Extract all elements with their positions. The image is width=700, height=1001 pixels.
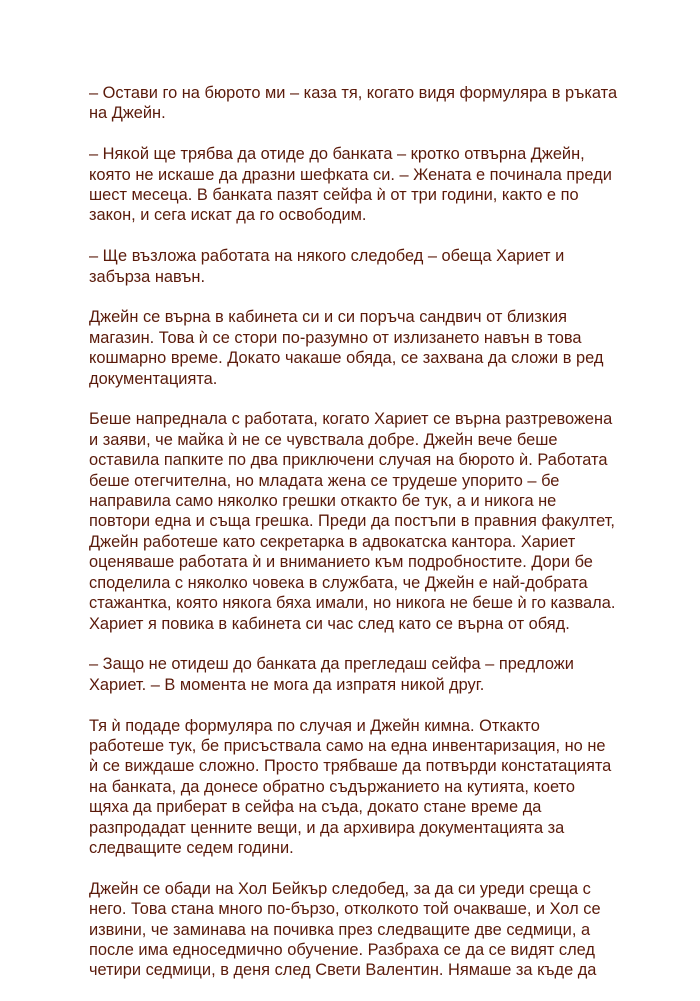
text-line: беше отегчителна, но младата жена се трудеше упорито – бе xyxy=(89,471,560,490)
document-body xyxy=(89,83,629,1001)
text-line: забърза навън. xyxy=(89,267,206,286)
paragraph xyxy=(89,409,629,633)
text-line: която не искаше да дразни шефката си. – Жената е починала преди xyxy=(89,165,612,184)
text-line: разпродадат ценните вещи, и да архивира документацията за xyxy=(89,818,565,837)
text-line: четири седмици, в деня след Свети Валентин. Нямаше за къде да xyxy=(89,961,597,980)
text-line: на Джейн. xyxy=(89,104,166,123)
paragraph xyxy=(89,716,629,859)
text-line: него. Това стана много по-бързо, отколкото той очакваше, и Хол се xyxy=(89,900,601,919)
text-line: повтори една и съща грешка. Преди да постъпи в правния факултет, xyxy=(89,512,615,531)
text-line: после има едноседмично обучение. Разбраха се да се видят след xyxy=(89,940,595,959)
text-line: работеше тук, бе присъствала само на една инвентаризация, но не xyxy=(89,736,606,755)
text-line: на банката, да донесе обратно съдържанието на кутията, което xyxy=(89,777,575,796)
text-line: магазин. Това ѝ се стори по-разумно от излизането навън в това xyxy=(89,328,582,347)
text-line: Джейн работеше като секретарка в адвокатска кантора. Хариет xyxy=(89,532,576,551)
text-line: споделила с няколко човека в службата, че Джейн е най-добрата xyxy=(89,573,588,592)
text-line: – Ще възложа работата на някого следобед – обеща Хариет и xyxy=(89,247,565,266)
paragraph xyxy=(89,307,629,389)
text-line: Джейн се обади на Хол Бейкър следобед, за да си уреди среща с xyxy=(89,879,591,898)
text-line: Хариет я повика в кабинета си час след като се върна от обяд. xyxy=(89,614,570,633)
text-line: – Остави го на бюрото ми – каза тя, когато видя формуляра в ръката xyxy=(89,84,618,102)
paragraph xyxy=(89,144,629,226)
text-line: – Защо не отидеш до банката да прегледаш сейфа – предложи xyxy=(89,655,574,674)
text-line: Джейн се върна в кабинета си и си поръча сандвич от близкия xyxy=(89,308,567,327)
text-line: направила само няколко грешки откакто бе тук, а и никога не xyxy=(89,492,557,511)
text-line: извини, че заминава на почивка през следващите две седмици, а xyxy=(89,920,591,939)
text-line: ѝ се виждаше сложно. Просто трябваше да потвърди констатацията xyxy=(89,757,612,776)
text-line: Хариет. – В момента не мога да изпратя никой друг. xyxy=(89,675,485,694)
text-line: кошмарно време. Докато чакаше обяда, се захвана да сложи в ред xyxy=(89,349,604,368)
text-line: щяха да приберат в сейфа на съда, докато стане време да xyxy=(89,798,542,817)
text-line: документацията. xyxy=(89,369,218,388)
text-line: закон, и сега искат да го освободим. xyxy=(89,206,367,225)
text-line: и заяви, че майка ѝ не се чувствала добре. Джейн вече беше xyxy=(89,430,558,449)
paragraph xyxy=(89,879,629,981)
text-line: оценяваше работата ѝ и вниманието към подробностите. Дори бе xyxy=(89,553,593,572)
paragraph xyxy=(89,246,629,287)
paragraph xyxy=(89,654,629,695)
paragraph xyxy=(89,83,629,124)
text-line: Тя ѝ подаде формуляра по случая и Джейн кимна. Откакто xyxy=(89,716,540,735)
text-line: – Някой ще трябва да отиде до банката – кротко отвърна Джейн, xyxy=(89,145,585,164)
text-line: следващите седем години. xyxy=(89,838,294,857)
text-line: Беше напреднала с работата, когато Хариет се върна разтревожена xyxy=(89,410,613,429)
text-line: стажантка, която някога бяха имали, но никога не беше ѝ го казвала. xyxy=(89,594,616,613)
text-line: оставила папките по два приключени случая на бюрото ѝ. Работата xyxy=(89,451,608,470)
text-line: шест месеца. В банката пазят сейфа ѝ от три години, както е по xyxy=(89,186,579,205)
